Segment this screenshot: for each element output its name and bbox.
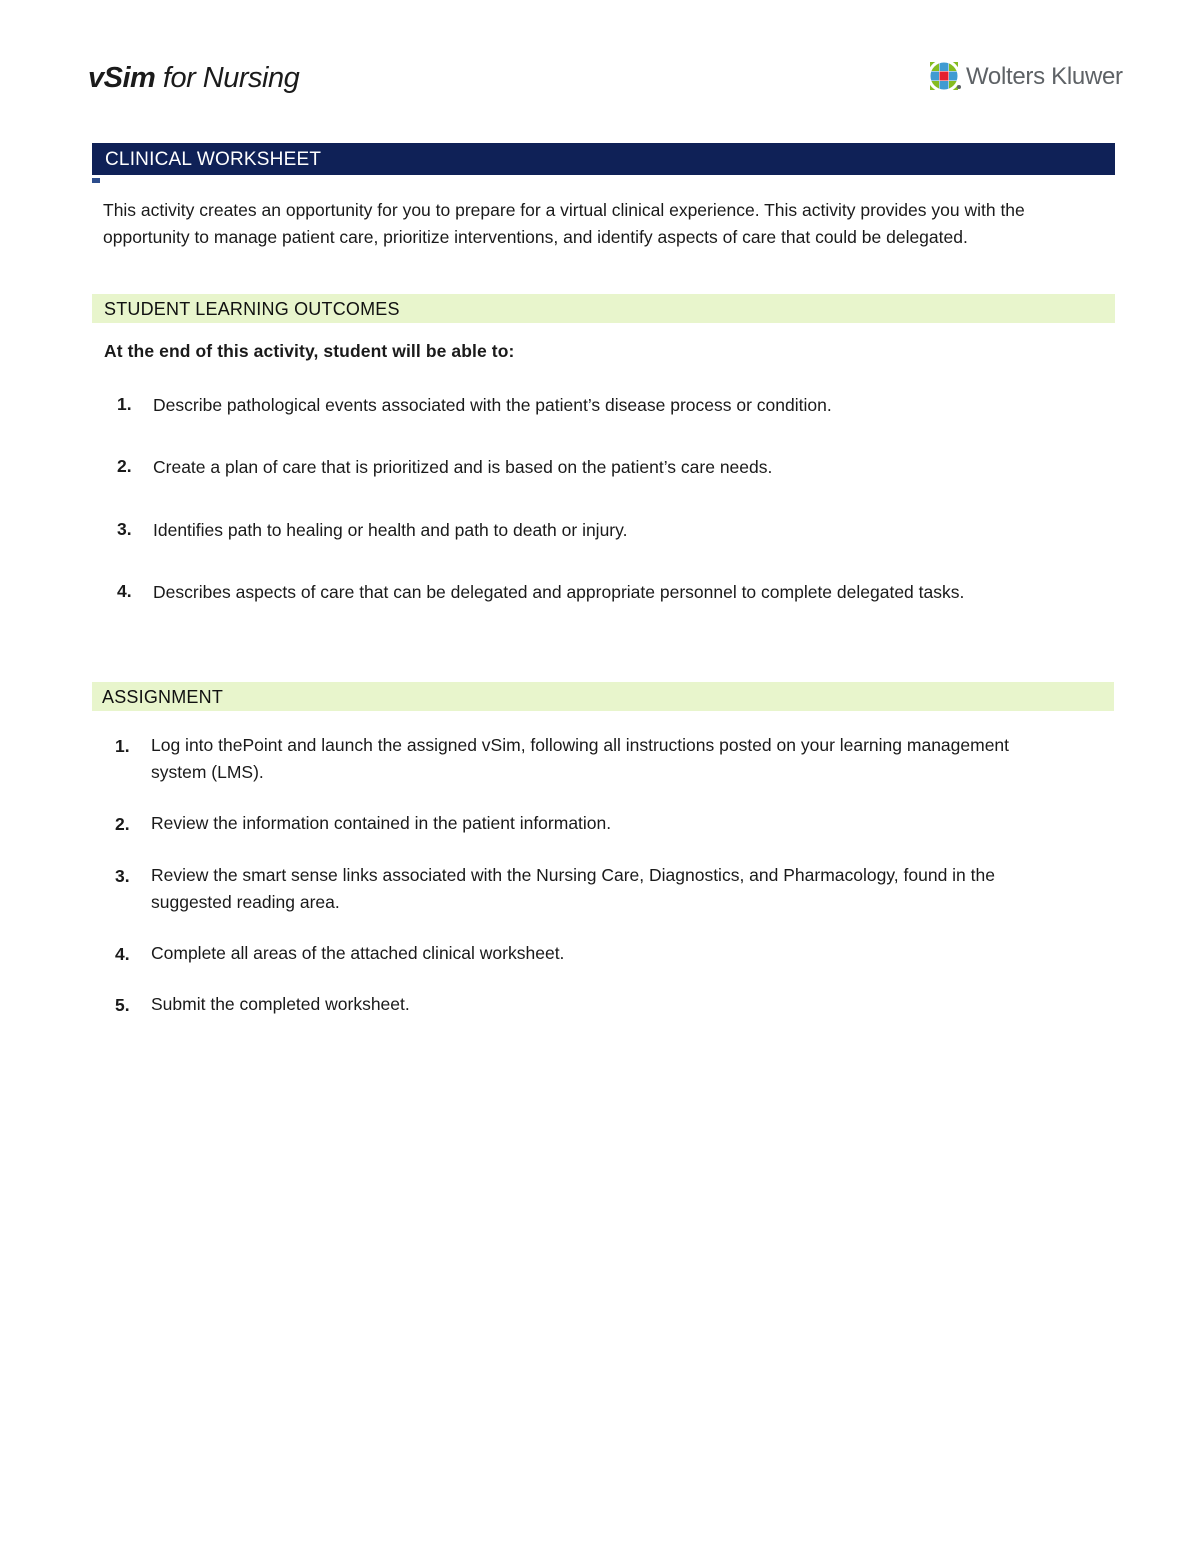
- list-text: Describe pathological events associated with the patient’s disease process or condition.: [153, 395, 832, 415]
- list-number: 4.: [115, 944, 130, 964]
- list-text: Log into thePoint and launch the assigned vSim, following all instructions posted on your learning management system (LMS).: [151, 735, 1010, 782]
- list-text: Review the information contained in the patient information.: [151, 813, 612, 833]
- list-number: 2.: [117, 456, 132, 476]
- intro-paragraph: This activity creates an opportunity for you to prepare for a virtual clinical experience. This activity provides you with the opportunity to manage patient care, prioritize interventions, and identify aspects of care that could be delegated.: [103, 200, 1025, 247]
- title-marker: [92, 178, 100, 183]
- brand-left-rest: for Nursing: [155, 62, 300, 94]
- list-number: 3.: [117, 519, 132, 539]
- wolters-kluwer-globe-icon: [928, 60, 962, 94]
- brand-right-name: Wolters Kluwer: [966, 63, 1123, 90]
- brand-left-sim: Sim: [103, 62, 156, 94]
- list-text: Complete all areas of the attached clinical worksheet.: [151, 943, 565, 963]
- list-number: 3.: [115, 866, 130, 886]
- brand-left-v: v: [88, 62, 104, 94]
- assignment-heading: ASSIGNMENT: [92, 682, 1114, 711]
- list-number: 1.: [117, 394, 132, 414]
- list-text: Submit the completed worksheet.: [151, 994, 410, 1014]
- learning-outcomes-heading: STUDENT LEARNING OUTCOMES: [92, 294, 1115, 323]
- list-text: Identifies path to healing or health and path to death or injury.: [153, 520, 628, 540]
- list-number: 2.: [115, 814, 130, 834]
- list-number: 1.: [115, 736, 130, 756]
- list-text: Review the smart sense links associated with the Nursing Care, Diagnostics, and Pharmacology, found in the suggested reading area.: [151, 865, 995, 912]
- list-number: 4.: [117, 581, 132, 601]
- list-text: Describes aspects of care that can be delegated and appropriate personnel to complete delegated tasks.: [153, 582, 965, 602]
- wolters-kluwer-logo: [928, 60, 1123, 94]
- vsim-for-nursing-logo: [88, 62, 299, 95]
- outcomes-lead: At the end of this activity, student will be able to:: [104, 341, 515, 361]
- list-number: 5.: [115, 995, 130, 1015]
- page-title: CLINICAL WORKSHEET: [92, 143, 1115, 175]
- list-text: Create a plan of care that is prioritized and is based on the patient’s care needs.: [153, 457, 773, 477]
